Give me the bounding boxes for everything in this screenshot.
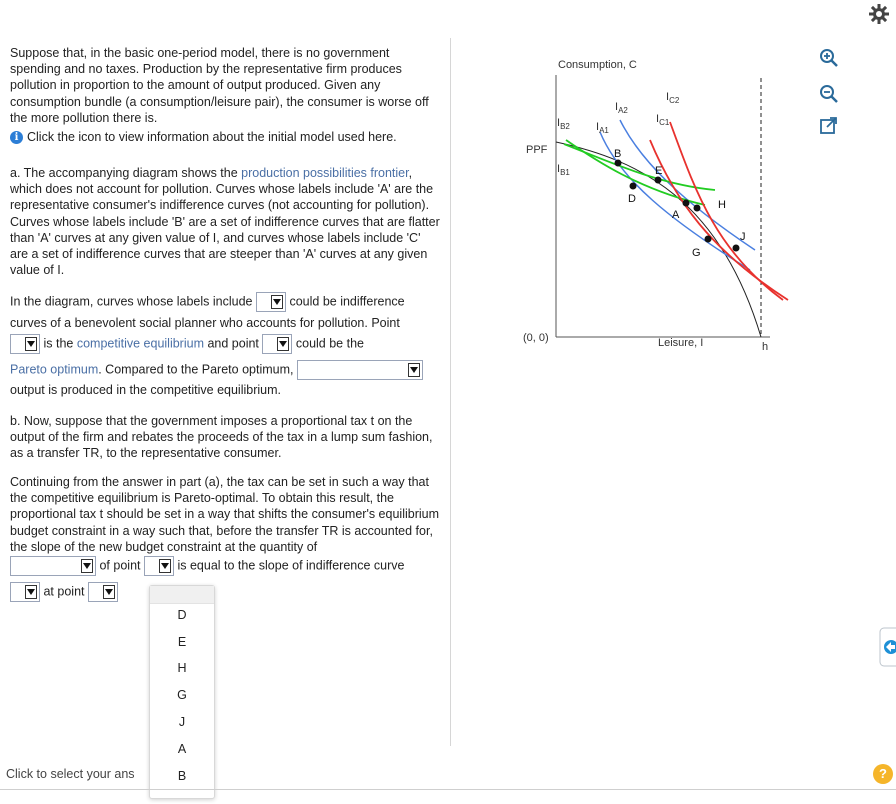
point-h <box>694 205 701 212</box>
q4-row: Pareto optimum. Compared to the Pareto optimum, <box>10 360 423 380</box>
ic2-curve <box>650 140 788 300</box>
gear-icon[interactable] <box>868 3 890 25</box>
at-point-dropdown[interactable] <box>88 582 118 602</box>
indifference-curve-dropdown[interactable] <box>10 582 40 602</box>
ic2-label: $I_{C2}$ <box>666 91 680 105</box>
ia1-label: $I_{A1}$ <box>596 121 609 135</box>
q1-row: In the diagram, curves whose labels include could be indifference <box>10 292 405 312</box>
info-link-text: Click the icon to view information about the initial model used here. <box>27 130 397 144</box>
footer-status: Click to select your ans <box>6 767 135 781</box>
quantity-dropdown[interactable] <box>10 556 96 576</box>
q3-row: is the competitive equilibrium and point could be the <box>10 334 364 354</box>
part-a-text: a. The accompanying diagram shows the production possibilities frontier, which does not account for pollution. Curves whose labels include 'A' are the representative consumer's indifference curves (not accounting for pollution). Curves whose labels include 'B' are a set of indifference curves that are flatter than 'A' curves at any given value of I, and curves whose labels include 'C' are a set of indifference curves that are steeper than 'A' curves at any given value of I. <box>10 166 440 278</box>
point-a <box>683 200 690 207</box>
help-icon[interactable]: ? <box>873 764 893 784</box>
zoom-in-icon[interactable] <box>819 48 839 68</box>
info-icon[interactable]: i <box>10 131 23 144</box>
footer-divider <box>0 789 896 790</box>
ib2-label: $I_{B2}$ <box>557 117 570 131</box>
option-e[interactable]: E <box>177 635 187 649</box>
ppf-diagram <box>500 50 800 360</box>
ic1-curve <box>670 122 783 300</box>
option-j[interactable]: J <box>178 715 186 729</box>
option-h[interactable]: H <box>177 661 187 675</box>
ib1-label: $I_{B1}$ <box>557 163 570 177</box>
zoom-out-icon[interactable] <box>819 84 839 104</box>
label-e: E <box>655 165 663 177</box>
label-g: G <box>692 247 701 259</box>
point-e <box>655 177 662 184</box>
competitive-point-dropdown[interactable] <box>10 334 40 354</box>
ia2-label: $I_{A2}$ <box>615 101 628 115</box>
label-h: H <box>718 199 726 211</box>
point-d <box>630 183 637 190</box>
label-j: J <box>740 231 746 243</box>
q5-row: output is produced in the competitive equilibrium. <box>10 383 281 397</box>
competitive-equilibrium-link[interactable]: competitive equilibrium <box>76 336 204 351</box>
b-q2-row: at point <box>10 582 118 602</box>
option-b[interactable]: B <box>177 769 187 783</box>
label-a: A <box>672 209 680 221</box>
dropdown-blank-option[interactable] <box>150 586 214 604</box>
part-b-intro: b. Now, suppose that the government imposes a proportional tax t on the output of the firm and rebates the proceeds of the tax in a lump sum fashion, as a transfer TR, to the representative consumer. <box>10 414 433 461</box>
back-tab-icon[interactable] <box>879 627 896 667</box>
origin-label: (0, 0) <box>523 332 549 344</box>
label-b: B <box>614 148 622 160</box>
intro-text: Suppose that, in the basic one-period model, there is no government spending and no taxes. Production by the representative firm produces pollution in proportion to the amount of output produced. Given any consumption bundle (a consumption/leisure pair), the consumer is worse off the more pollution there is. <box>10 46 429 125</box>
ic1-label: $I_{C1}$ <box>656 113 670 127</box>
dropdown-options-list[interactable] <box>149 585 215 799</box>
point-j <box>733 245 740 252</box>
part-b-text: Continuing from the answer in part (a), the tax can be set in such a way that the competitive equilibrium is Pareto-optimal. To obtain this result, the proportional tax t should be set in a way that shifts the consumer's equilibrium budget constraint in a way such that, before the transfer TR is accounted for, the slope of the new budget constraint at the quantity of <box>10 475 439 554</box>
b-q1-row: of point is equal to the slope of indifference curve <box>10 556 404 576</box>
x-axis-label: Leisure, I <box>658 337 704 349</box>
ia1-curve <box>600 132 750 270</box>
h-label: h <box>762 341 769 353</box>
option-g[interactable]: G <box>177 688 187 702</box>
option-a[interactable]: A <box>177 742 187 756</box>
popout-icon[interactable] <box>819 116 839 136</box>
ppf-label: PPF <box>526 144 548 156</box>
option-d[interactable]: D <box>177 608 187 622</box>
pareto-optimum-link[interactable]: Pareto optimum <box>10 362 99 377</box>
ia2-curve <box>620 120 755 250</box>
q2-row: curves of a benevolent social planner who accounts for pollution. Point <box>10 316 400 330</box>
curve-label-dropdown[interactable] <box>256 292 286 312</box>
ppf-link[interactable]: production possibilities frontier <box>241 166 409 180</box>
panel-divider <box>450 38 451 746</box>
pareto-point-dropdown[interactable] <box>262 334 292 354</box>
y-axis-label: Consumption, C <box>558 59 637 71</box>
label-d: D <box>628 193 636 205</box>
of-point-dropdown[interactable] <box>144 556 174 576</box>
info-row[interactable] <box>10 128 397 146</box>
point-g <box>705 236 712 243</box>
point-b <box>615 160 622 167</box>
output-compare-dropdown[interactable] <box>297 360 423 380</box>
